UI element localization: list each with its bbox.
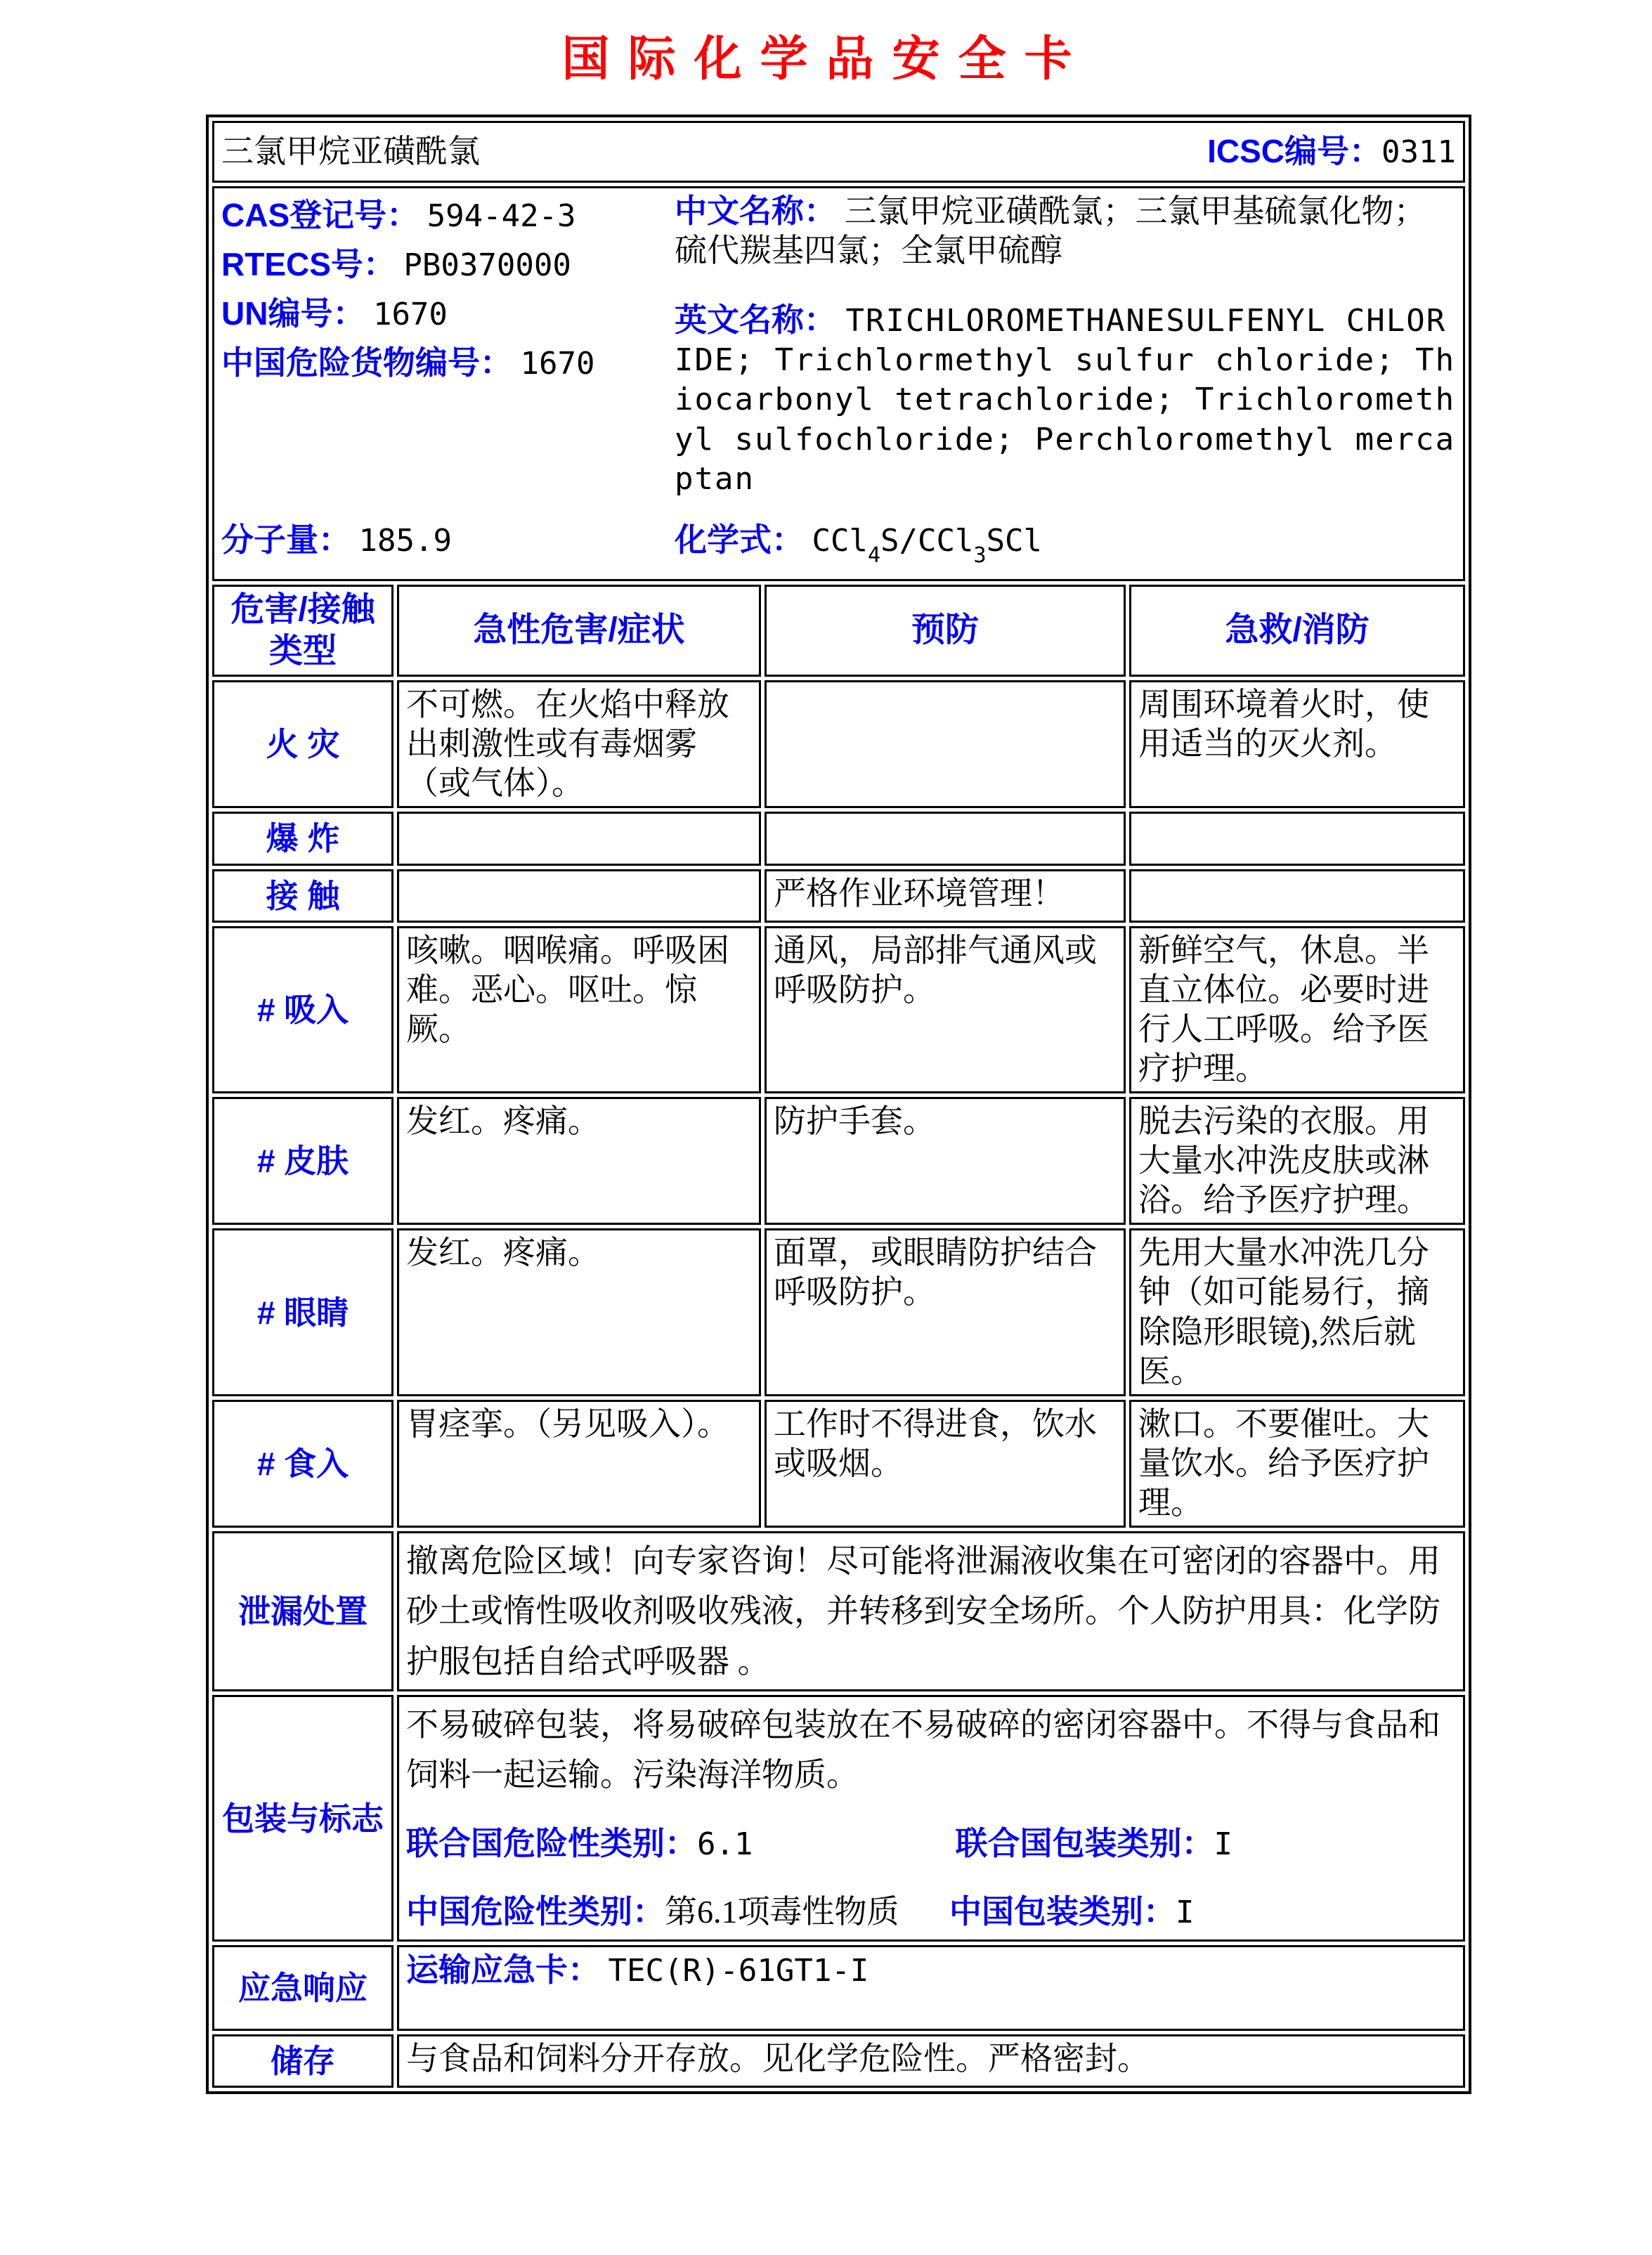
inhalation-symptom: 咳嗽。咽喉痛。呼吸困难。恶心。呕吐。惊厥。 (397, 926, 761, 1093)
chinese-names: 中文名称： 三氯甲烷亚磺酰氯；三氯甲基硫氯化物；硫代羰基四氯；全氯甲硫醇 (675, 193, 1426, 269)
english-names: 英文名称： TRICHLOROMETHANESULFENYL CHLORIDE; Trichlormethyl sulfur chloride; Thiocarbonyl tetrachloride; Trichloromethyl sulfochloride; Perchloromethyl mercaptan (675, 301, 1456, 497)
id-numbers-block (221, 191, 675, 520)
packaging-text: 不易破碎包装，将易破碎包装放在不易破碎的密闭容器中。不得与食品和饲料一起运输。污染海洋物质。 (406, 1707, 1440, 1793)
table-header-row (212, 585, 1465, 677)
chemical-name: 三氯甲烷亚磺酰氯 (221, 133, 480, 169)
icsc-label: ICSC编号： (1207, 133, 1382, 170)
packaging-content (397, 1695, 1465, 1942)
skin-symptom: 发红。疼痛。 (397, 1097, 761, 1225)
inhalation-prevention: 通风，局部排气通风或呼吸防护。 (765, 926, 1126, 1093)
ingestion-symptom: 胃痉挛。（另见吸入）。 (397, 1400, 761, 1528)
storage-content: 与食品和饲料分开存放。见化学危险性。严格密封。 (397, 2034, 1465, 2088)
row-contact-label: 接 触 (212, 869, 394, 923)
contact-symptom (397, 869, 761, 923)
fire-symptom: 不可燃。在火焰中释放出刺激性或有毒烟雾（或气体）。 (397, 680, 761, 808)
row-ingestion-label: # 食入 (212, 1400, 394, 1528)
row-emergency-label: 应急响应 (212, 1945, 394, 2031)
row-spill-label: 泄漏处置 (212, 1531, 394, 1691)
fire-prevention (765, 680, 1126, 808)
cn-dg-number: 中国危险货物编号： 1670 (221, 344, 595, 382)
row-inhalation-label: # 吸入 (212, 926, 394, 1093)
row-fire (212, 680, 1465, 808)
row-emergency-response (212, 1945, 1465, 2031)
fire-first-aid: 周围环境着火时，使用适当的灭火剂。 (1129, 680, 1465, 808)
row-skin (212, 1097, 1465, 1225)
page-title: 国际化学品安全卡 (561, 32, 1091, 86)
header-prevention: 预防 (765, 585, 1126, 677)
row-storage-label: 储存 (212, 2034, 394, 2088)
row-eyes (212, 1228, 1465, 1396)
explosion-symptom (397, 812, 761, 865)
un-number: UN编号： 1670 (221, 295, 448, 332)
name-row (212, 121, 1465, 183)
skin-prevention: 防护手套。 (765, 1097, 1126, 1225)
explosion-first-aid (1129, 812, 1465, 865)
contact-prevention: 严格作业环境管理！ (765, 869, 1126, 923)
header-hazard-type: 危害/接触类型 (212, 585, 394, 677)
icsc-value: 0311 (1381, 134, 1456, 171)
cn-class-line: 中国危险性类别：第6.1项毒性物质 中国包装类别：I (406, 1892, 1195, 1930)
safety-card-table (206, 115, 1471, 2094)
inhalation-first-aid: 新鲜空气，休息。半直立体位。必要时进行人工呼吸。给予医疗护理。 (1129, 926, 1465, 1093)
row-storage (212, 2034, 1465, 2088)
row-eyes-label: # 眼睛 (212, 1228, 394, 1396)
eyes-symptom: 发红。疼痛。 (397, 1228, 761, 1396)
contact-first-aid (1129, 869, 1465, 923)
skin-first-aid: 脱去污染的衣服。用大量水冲洗皮肤或淋浴。给予医疗护理。 (1129, 1097, 1465, 1225)
emergency-content: 运输应急卡： TEC(R)-61GT1-I (397, 1945, 1465, 2031)
row-inhalation (212, 926, 1465, 1093)
eyes-first-aid: 先用大量水冲洗几分钟（如可能易行，摘除隐形眼镜),然后就医。 (1129, 1228, 1465, 1396)
spill-content: 撤离危险区域！向专家咨询！尽可能将泄漏液收集在可密闭的容器中。用砂土或惰性吸收剂吸收残液，并转移到安全场所。个人防护用具：化学防护服包括自给式呼吸器 。 (397, 1531, 1465, 1691)
cas-number: CAS登记号： 594-42-3 (221, 197, 576, 234)
row-packaging (212, 1695, 1465, 1942)
header-first-aid: 急救/消防 (1129, 585, 1465, 677)
row-fire-label: 火 灾 (212, 680, 394, 808)
row-skin-label: # 皮肤 (212, 1097, 394, 1225)
un-class-line: 联合国危险性类别：6.1 联合国包装类别：I (406, 1824, 1233, 1862)
icsc-number (1207, 131, 1456, 171)
molecular-weight: 分子量： 185.9 (221, 521, 452, 559)
ingestion-prevention: 工作时不得进食，饮水或吸烟。 (765, 1400, 1126, 1528)
row-contact (212, 869, 1465, 923)
chemical-formula: 化学式： CCl$_4$S/CCl$_3$SCl (675, 521, 1043, 568)
explosion-prevention (765, 812, 1126, 865)
row-packaging-label: 包装与标志 (212, 1695, 394, 1942)
eyes-prevention: 面罩，或眼睛防护结合呼吸防护。 (765, 1228, 1126, 1396)
icsc-document (0, 21, 1652, 2255)
row-explosion-label: 爆 炸 (212, 812, 394, 865)
ingestion-first-aid: 漱口。不要催吐。大量饮水。给予医疗护理。 (1129, 1400, 1465, 1528)
row-ingestion (212, 1400, 1465, 1528)
names-block (675, 191, 1456, 520)
header-symptoms: 急性危害/症状 (397, 585, 761, 677)
identifiers-row (212, 186, 1465, 581)
rtecs-number: RTECS号： PB0370000 (221, 246, 571, 283)
row-explosion (212, 812, 1465, 865)
row-spill-disposal (212, 1531, 1465, 1691)
